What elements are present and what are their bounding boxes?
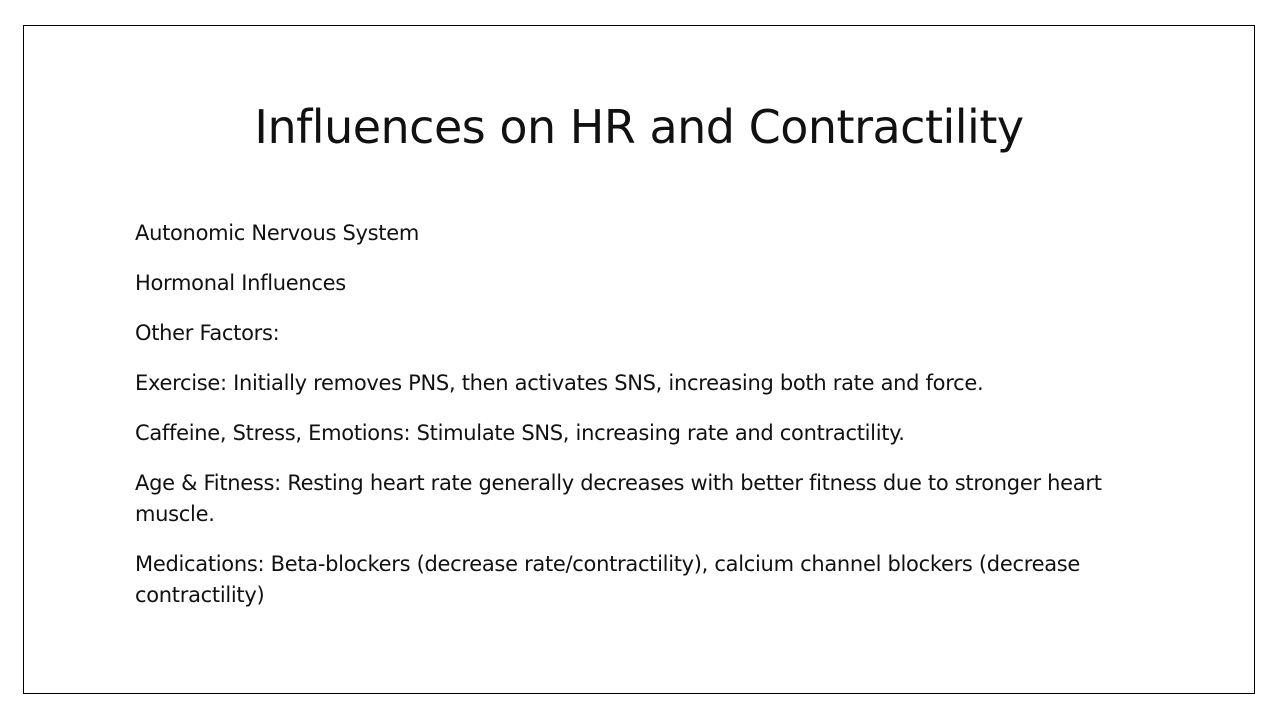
list-item-other-factors: Other Factors:	[135, 321, 280, 345]
list-item-medications: Medications: Beta-blockers (decrease rate/contractility), calcium channel blockers (decrease contractility)	[135, 552, 1081, 607]
list-item-age-fitness: Age & Fitness: Resting heart rate generally decreases with better fitness due to stronger heart muscle.	[135, 471, 1102, 526]
slide	[23, 25, 1255, 694]
bullet-list	[135, 218, 1145, 630]
list-item-caffeine-stress-emotions: Caffeine, Stress, Emotions: Stimulate SNS, increasing rate and contractility.	[135, 421, 905, 445]
list-item-autonomic-nervous-system: Autonomic Nervous System	[135, 221, 420, 245]
slide-title: Influences on HR and Contractility	[254, 100, 1024, 154]
list-item-exercise: Exercise: Initially removes PNS, then activates SNS, increasing both rate and force.	[135, 371, 984, 395]
list-item-hormonal-influences: Hormonal Influences	[135, 271, 346, 295]
